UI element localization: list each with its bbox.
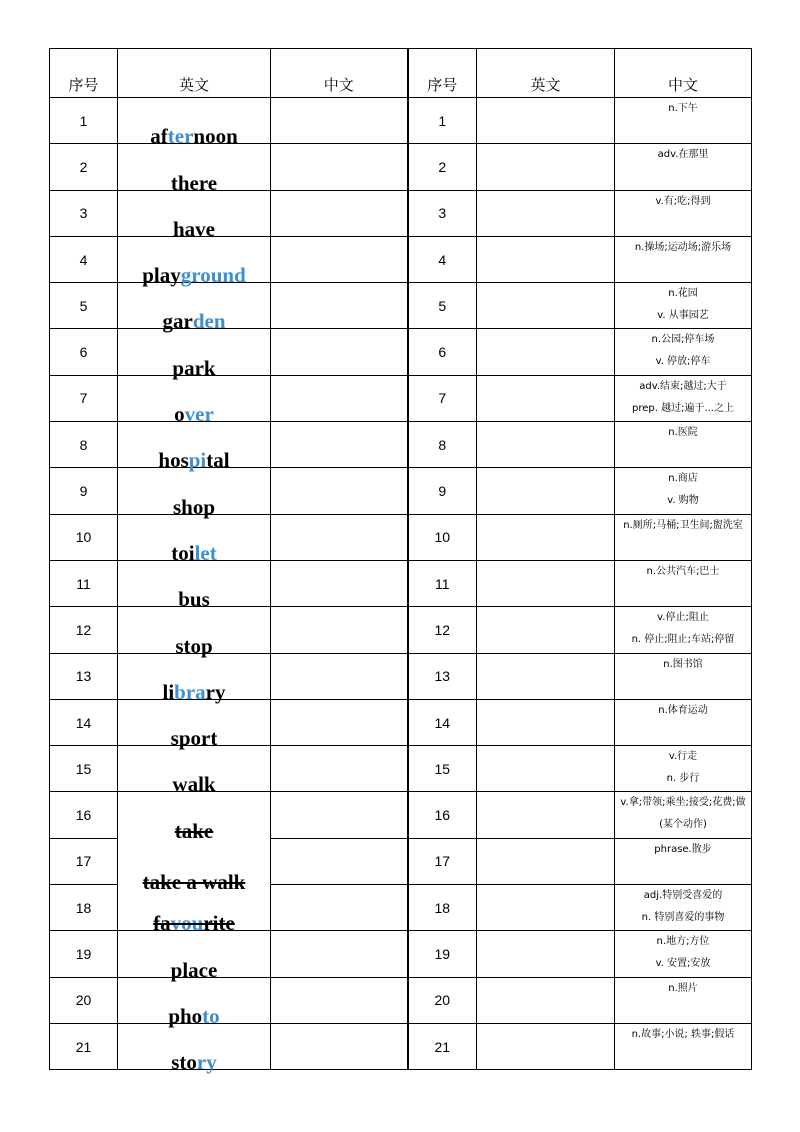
- table-row: [50, 838, 752, 884]
- english-answer-blank[interactable]: [477, 468, 615, 514]
- meaning-line: (某个动作): [659, 819, 707, 831]
- meaning-line: prep. 越过;遍于...之上: [631, 402, 734, 414]
- english-answer-blank[interactable]: [477, 1023, 615, 1069]
- chinese-answer-blank[interactable]: [271, 977, 408, 1023]
- syllable: rite: [203, 911, 235, 936]
- meaning-line: n.公共汽车;巴士: [646, 565, 720, 577]
- highlighted-syllable: vou: [170, 911, 204, 936]
- row-number-left: 5: [50, 283, 118, 329]
- row-number-left: 14: [50, 699, 118, 745]
- row-number-left: 11: [50, 560, 118, 606]
- chinese-meaning: [615, 514, 752, 560]
- row-number-right: 3: [408, 190, 477, 236]
- syllable: walk: [172, 772, 216, 797]
- table-row: [50, 190, 752, 236]
- chinese-answer-blank[interactable]: [271, 931, 408, 977]
- meaning-line: v. 安置;安放: [655, 958, 711, 970]
- row-number-right: 1: [408, 98, 477, 144]
- table-row: [50, 236, 752, 282]
- table-row: [50, 329, 752, 375]
- chinese-meaning: [615, 746, 752, 792]
- syllable: bus: [178, 587, 210, 612]
- row-number-left: 4: [50, 236, 118, 282]
- meaning-line: v. 从事园艺: [657, 310, 709, 322]
- highlighted-syllable: ry: [196, 1050, 217, 1075]
- syllable: ry: [205, 679, 226, 704]
- meaning-line: n.厕所;马桶;卫生间;盥洗室: [623, 519, 743, 531]
- chinese-meaning: [615, 329, 752, 375]
- english-word: [118, 1023, 271, 1075]
- english-word: [118, 746, 271, 797]
- syllable: stop: [175, 633, 213, 658]
- header-row: [50, 49, 752, 98]
- meaning-line: n.商店: [668, 473, 698, 485]
- meaning-line: n.公园;停车场: [651, 334, 715, 346]
- row-number-right: 20: [408, 977, 477, 1023]
- row-number-right: 18: [408, 885, 477, 931]
- english-word: [118, 98, 271, 149]
- syllable: have: [173, 216, 215, 241]
- syllable: toi: [171, 540, 195, 565]
- chinese-answer-blank[interactable]: [271, 468, 408, 514]
- meaning-line: n. 停止;阻止;车站;停留: [631, 634, 735, 646]
- row-number-left: 20: [50, 977, 118, 1023]
- header-chinese-right: 中文: [615, 49, 752, 98]
- syllable: there: [170, 170, 218, 195]
- chinese-meaning: [615, 375, 752, 421]
- chinese-answer-blank[interactable]: [271, 190, 408, 236]
- row-number-left: 18: [50, 885, 118, 931]
- highlighted-syllable: den: [192, 309, 226, 334]
- chinese-answer-blank[interactable]: [271, 283, 408, 329]
- meaning-line: adj.特别受喜爱的: [643, 890, 723, 902]
- row-number-right: 13: [408, 653, 477, 699]
- english-answer-blank[interactable]: [477, 699, 615, 745]
- english-answer-blank[interactable]: [477, 98, 615, 144]
- row-number-left: 17: [50, 838, 118, 884]
- table-row: [50, 931, 752, 977]
- meaning-line: v.停止;阻止: [657, 612, 709, 624]
- row-number-right: 9: [408, 468, 477, 514]
- chinese-meaning: [615, 607, 752, 653]
- chinese-answer-blank[interactable]: [271, 792, 408, 838]
- chinese-meaning: [615, 977, 752, 1023]
- meaning-line: n. 特别喜爱的事物: [641, 912, 725, 924]
- row-number-left: 12: [50, 607, 118, 653]
- chinese-meaning: [615, 236, 752, 282]
- english-answer-blank[interactable]: [477, 931, 615, 977]
- header-chinese-left: 中文: [271, 49, 408, 98]
- row-number-right: 14: [408, 699, 477, 745]
- row-number-left: 9: [50, 468, 118, 514]
- syllable: play: [142, 263, 181, 288]
- syllable: take: [174, 819, 214, 844]
- header-number-left: 序号: [50, 49, 118, 98]
- meaning-line: v.拿;带领;乘坐;接受;花费;做: [620, 797, 746, 809]
- meaning-line: v.有;吃;得到: [655, 195, 711, 207]
- meaning-line: v. 停放;停车: [655, 356, 711, 368]
- row-number-left: 21: [50, 1023, 118, 1069]
- table-row: [50, 746, 752, 792]
- chinese-meaning: [615, 190, 752, 236]
- chinese-meaning: [615, 422, 752, 468]
- meaning-line: n. 步行: [666, 773, 700, 785]
- chinese-answer-blank[interactable]: [271, 885, 408, 931]
- table-row: [50, 699, 752, 745]
- row-number-right: 17: [408, 838, 477, 884]
- row-number-right: 4: [408, 236, 477, 282]
- chinese-meaning: [615, 1023, 752, 1069]
- meaning-line: phrase.散步: [654, 843, 712, 855]
- english-word: [118, 190, 271, 241]
- english-word: [118, 653, 271, 704]
- table-row: [50, 653, 752, 699]
- chinese-answer-blank[interactable]: [271, 607, 408, 653]
- english-answer-blank[interactable]: [477, 607, 615, 653]
- english-answer-blank[interactable]: [477, 329, 615, 375]
- row-number-right: 8: [408, 422, 477, 468]
- chinese-meaning: [615, 98, 752, 144]
- english-answer-blank[interactable]: [477, 375, 615, 421]
- table-row: [50, 283, 752, 329]
- row-number-right: 10: [408, 514, 477, 560]
- table-row: [50, 1023, 752, 1069]
- row-number-left: 6: [50, 329, 118, 375]
- english-answer-blank[interactable]: [477, 885, 615, 931]
- syllable: noon: [193, 124, 238, 149]
- table-row: [50, 977, 752, 1023]
- row-number-left: 15: [50, 746, 118, 792]
- chinese-answer-blank[interactable]: [271, 838, 408, 884]
- chinese-meaning: [615, 885, 752, 931]
- row-number-right: 5: [408, 283, 477, 329]
- table-row: [50, 98, 752, 144]
- chinese-answer-blank[interactable]: [271, 560, 408, 606]
- english-word: [118, 422, 271, 473]
- english-word: [118, 931, 271, 982]
- chinese-meaning: [615, 468, 752, 514]
- chinese-answer-blank[interactable]: [271, 375, 408, 421]
- meaning-line: n.花园: [668, 288, 698, 300]
- english-word: [118, 468, 271, 519]
- chinese-answer-blank[interactable]: [271, 1023, 408, 1069]
- syllable: park: [172, 355, 216, 380]
- row-number-right: 11: [408, 560, 477, 606]
- syllable: sto: [171, 1050, 197, 1075]
- syllable: hos: [158, 448, 189, 473]
- syllable: tal: [206, 448, 230, 473]
- chinese-meaning: [615, 283, 752, 329]
- row-number-right: 2: [408, 144, 477, 190]
- header-english-right: 英文: [477, 49, 615, 98]
- meaning-line: adv.在那里: [657, 149, 709, 161]
- meaning-line: n.照片: [668, 982, 698, 994]
- english-word: [118, 375, 271, 427]
- row-number-left: 13: [50, 653, 118, 699]
- chinese-answer-blank[interactable]: [271, 746, 408, 792]
- syllable: take a walk: [142, 869, 246, 894]
- row-number-left: 3: [50, 190, 118, 236]
- english-word: [118, 977, 271, 1028]
- syllable: li: [162, 679, 175, 704]
- english-word: [118, 607, 271, 658]
- english-answer-blank[interactable]: [477, 746, 615, 792]
- chinese-meaning: [615, 653, 752, 699]
- row-number-right: 6: [408, 329, 477, 375]
- header-number-right: 序号: [408, 49, 477, 98]
- chinese-meaning: [615, 931, 752, 977]
- meaning-line: n.地方;方位: [656, 936, 710, 948]
- english-word: [118, 144, 271, 195]
- english-answer-blank[interactable]: [477, 838, 615, 884]
- english-answer-blank[interactable]: [477, 144, 615, 190]
- table-row: [50, 607, 752, 653]
- highlighted-syllable: ver: [184, 402, 214, 427]
- chinese-meaning: [615, 144, 752, 190]
- row-number-left: 1: [50, 98, 118, 144]
- english-answer-blank[interactable]: [477, 560, 615, 606]
- english-answer-blank[interactable]: [477, 190, 615, 236]
- meaning-line: n.图书馆: [663, 658, 703, 670]
- syllable: af: [150, 124, 168, 149]
- english-answer-blank[interactable]: [477, 422, 615, 468]
- english-word: [118, 885, 271, 936]
- row-number-right: 19: [408, 931, 477, 977]
- english-answer-blank[interactable]: [477, 514, 615, 560]
- english-answer-blank[interactable]: [477, 283, 615, 329]
- table-row: [50, 885, 752, 931]
- highlighted-syllable: ter: [167, 124, 194, 149]
- highlighted-syllable: pi: [188, 448, 207, 473]
- table-row: [50, 514, 752, 560]
- highlighted-syllable: let: [194, 540, 217, 565]
- chinese-answer-blank[interactable]: [271, 514, 408, 560]
- table-row: [50, 375, 752, 421]
- english-answer-blank[interactable]: [477, 236, 615, 282]
- syllable: place: [170, 957, 218, 982]
- meaning-line: n.体育运动: [658, 704, 708, 716]
- english-answer-blank[interactable]: [477, 977, 615, 1023]
- highlighted-syllable: ground: [180, 263, 246, 288]
- syllable: shop: [172, 494, 216, 519]
- meaning-line: adv.结束;越过;大于: [639, 380, 727, 392]
- row-number-right: 21: [408, 1023, 477, 1069]
- meaning-line: v.行走: [668, 751, 698, 763]
- english-word: [118, 560, 271, 612]
- table-row: [50, 144, 752, 190]
- highlighted-syllable: bra: [174, 679, 206, 704]
- chinese-meaning: [615, 792, 752, 838]
- chinese-answer-blank[interactable]: [271, 329, 408, 375]
- chinese-meaning: [615, 560, 752, 606]
- row-number-right: 16: [408, 792, 477, 838]
- english-answer-blank[interactable]: [477, 792, 615, 838]
- english-word: [118, 236, 271, 288]
- meaning-line: n.操场;运动场;游乐场: [634, 241, 732, 253]
- chinese-answer-blank[interactable]: [271, 236, 408, 282]
- row-number-right: 12: [408, 607, 477, 653]
- row-number-left: 16: [50, 792, 118, 838]
- header-english-left: 英文: [118, 49, 271, 98]
- english-word: [118, 792, 271, 844]
- syllable: o: [174, 402, 185, 427]
- chinese-answer-blank[interactable]: [271, 98, 408, 144]
- syllable: gar: [162, 309, 193, 334]
- chinese-answer-blank[interactable]: [271, 699, 408, 745]
- row-number-right: 15: [408, 746, 477, 792]
- table-row: [50, 560, 752, 606]
- row-number-left: 7: [50, 375, 118, 421]
- meaning-line: v. 购物: [667, 495, 699, 507]
- meaning-line: n.医院: [668, 427, 698, 439]
- english-word: [118, 514, 271, 565]
- row-number-left: 2: [50, 144, 118, 190]
- table-row: [50, 422, 752, 468]
- syllable: sport: [170, 726, 218, 751]
- vocabulary-sheet: [49, 48, 752, 1075]
- chinese-answer-blank[interactable]: [271, 653, 408, 699]
- english-answer-blank[interactable]: [477, 653, 615, 699]
- syllable: fa: [153, 911, 171, 936]
- english-word: [118, 838, 271, 894]
- english-word: [118, 283, 271, 334]
- table-row: [50, 792, 752, 838]
- syllable: pho: [168, 1003, 203, 1028]
- row-number-right: 7: [408, 375, 477, 421]
- row-number-left: 10: [50, 514, 118, 560]
- highlighted-syllable: to: [202, 1003, 220, 1028]
- vocabulary-table: [49, 48, 752, 1075]
- meaning-line: n.故事;小说; 轶事;假话: [631, 1028, 735, 1040]
- table-row: [50, 468, 752, 514]
- english-word: [118, 329, 271, 380]
- chinese-answer-blank[interactable]: [271, 144, 408, 190]
- chinese-meaning: [615, 699, 752, 745]
- word-text: [171, 1050, 217, 1074]
- chinese-answer-blank[interactable]: [271, 422, 408, 468]
- chinese-meaning: [615, 838, 752, 884]
- row-number-left: 19: [50, 931, 118, 977]
- row-number-left: 8: [50, 422, 118, 468]
- meaning-line: n.下午: [668, 103, 698, 114]
- english-word: [118, 699, 271, 751]
